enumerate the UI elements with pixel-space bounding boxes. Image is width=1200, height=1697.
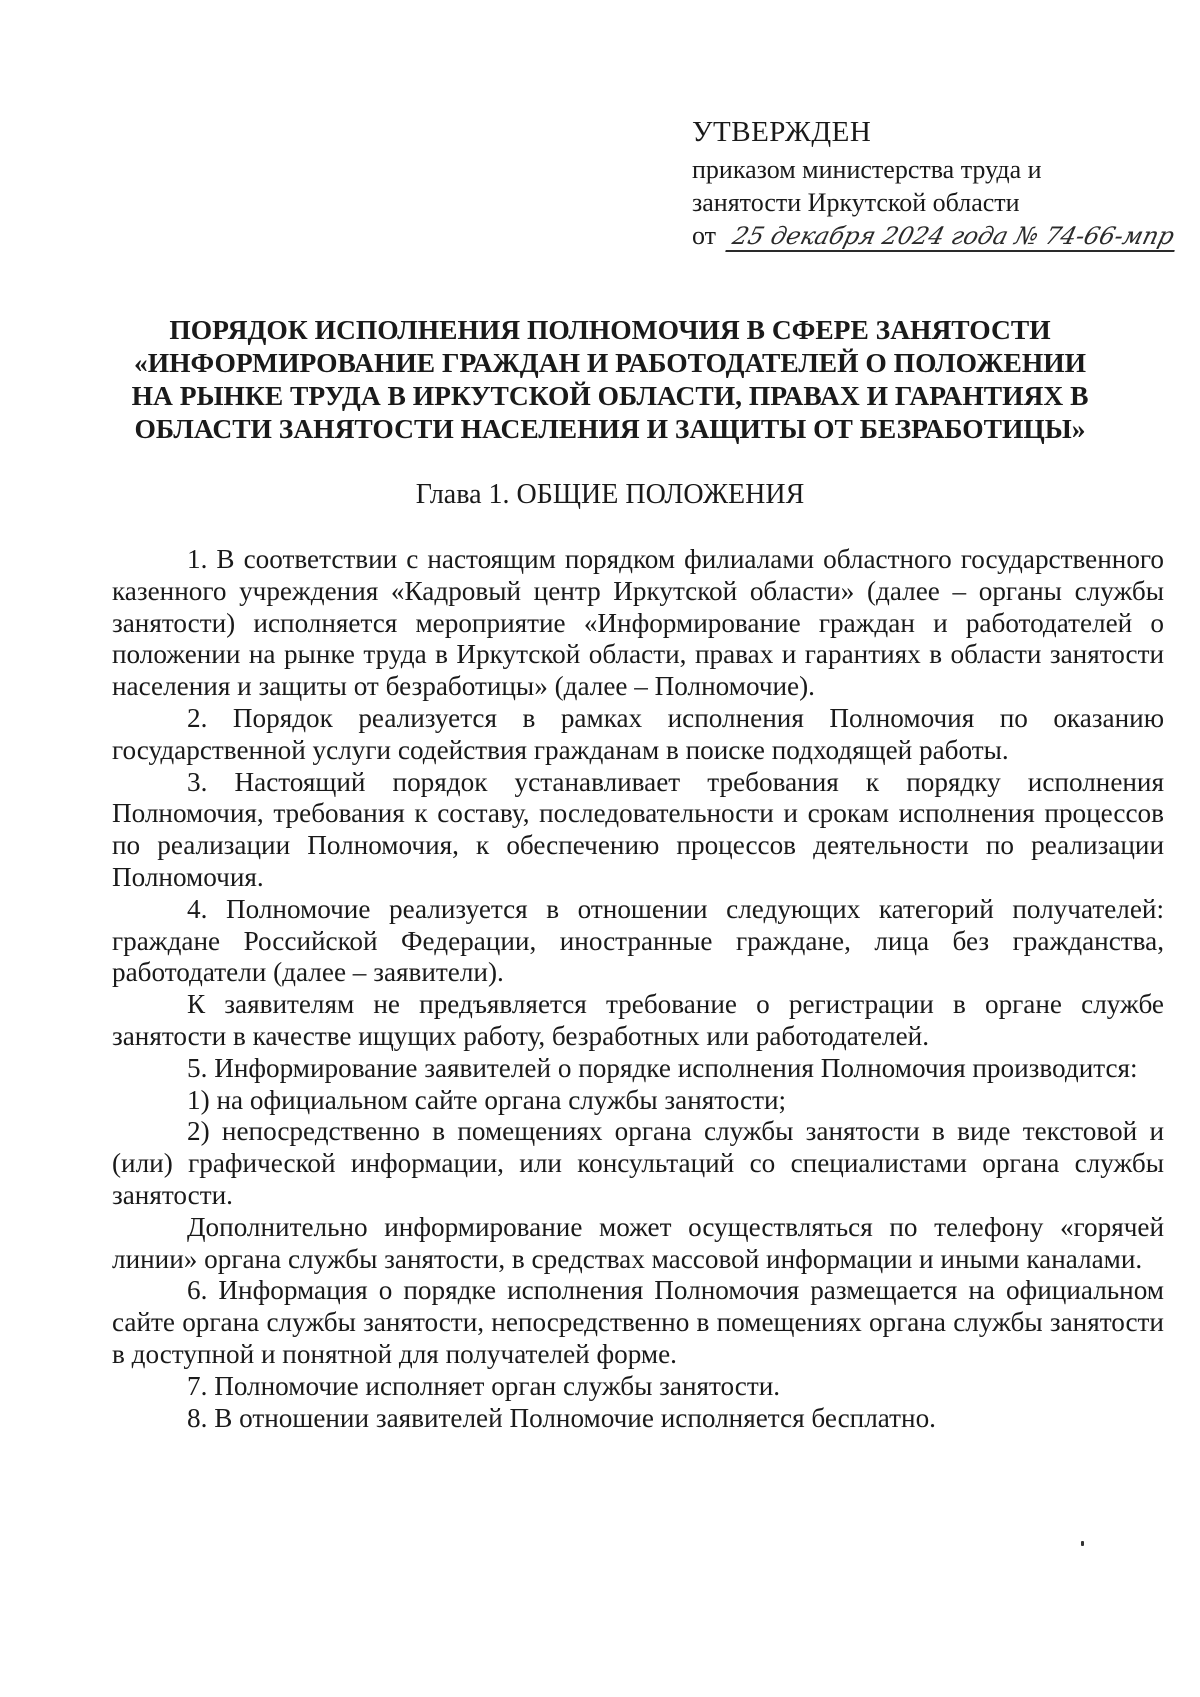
approval-date-prefix: от <box>692 221 717 250</box>
title-line-1: ПОРЯДОК ИСПОЛНЕНИЯ ПОЛНОМОЧИЯ В СФЕРЕ ЗАНЯТОСТИ <box>169 314 1051 345</box>
approval-heading: УТВЕРЖДЕН <box>692 116 872 148</box>
paragraph-2: 2. Порядок реализуется в рамках исполнения Полномочия по оказанию государственной услуги содействия гражданам в поиске подходящей работы. <box>112 702 1164 765</box>
paragraph-6: 6. Информация о порядке исполнения Полномочия размещается на официальном сайте органа службы занятости, непосредственно в помещениях органа службы занятости в доступной и понятной для получателей форме. <box>112 1275 1164 1369</box>
chapter-heading: Глава 1. ОБЩИЕ ПОЛОЖЕНИЯ <box>415 479 805 510</box>
document-title <box>110 313 1110 445</box>
approval-block <box>692 116 1177 252</box>
paragraph-5-additional: Дополнительно информирование может осуществляться по телефону «горячей линии» органа службы занятости, в средствах массовой информации и иными каналами. <box>112 1211 1164 1274</box>
paragraph-4-note: К заявителям не предъявляется требование о регистрации в органе службе занятости в качестве ищущих работу, безработных или работодателей. <box>112 989 1164 1051</box>
paragraph-1: 1. В соответствии с настоящим порядком филиалами областного государственного казенного учреждения «Кадровый центр Иркутской области» (далее – органы службы занятости) исполняется мероприятие «Информирование граждан и работодателей о положении на рынке труда в Иркутской области, правах и гарантиях в области занятости населения и защиты от безработицы» (далее – Полномочие). <box>112 544 1164 702</box>
document-body <box>112 544 1164 1434</box>
title-line-2: «ИНФОРМИРОВАНИЕ ГРАЖДАН И РАБОТОДАТЕЛЕЙ О ПОЛОЖЕНИИ <box>133 347 1086 378</box>
paragraph-7: 7. Полномочие исполняет орган службы занятости. <box>187 1370 781 1401</box>
approval-line-1: приказом министерства труда и <box>692 155 1042 184</box>
scan-speck <box>1081 1541 1084 1546</box>
paragraph-8: 8. В отношении заявителей Полномочие исполняется бесплатно. <box>187 1402 936 1433</box>
title-line-4: ОБЛАСТИ ЗАНЯТОСТИ НАСЕЛЕНИЯ И ЗАЩИТЫ ОТ БЕЗРАБОТИЦЫ» <box>134 413 1086 444</box>
approval-line-2: занятости Иркутской области <box>692 188 1020 217</box>
paragraph-5-item-1: 1) на официальном сайте органа службы занятости; <box>187 1084 787 1115</box>
paragraph-4: 4. Полномочие реализуется в отношении следующих категорий получателей: граждане Российской Федерации, иностранные граждане, лица без гражданства, работодатели (далее – заявители). <box>112 893 1164 988</box>
paragraph-5: 5. Информирование заявителей о порядке исполнения Полномочия производится: <box>187 1052 1138 1083</box>
handwritten-date-and-number: 25 декабря 2024 года № 74-66-мпр <box>725 222 1181 252</box>
title-line-3: НА РЫНКЕ ТРУДА В ИРКУТСКОЙ ОБЛАСТИ, ПРАВАХ И ГАРАНТИЯХ В <box>131 380 1089 411</box>
paragraph-5-item-2: 2) непосредственно в помещениях органа службы занятости в виде текстовой и (или) графической информации, или консультаций со специалистами органа службы занятости. <box>112 1116 1164 1210</box>
paragraph-3: 3. Настоящий порядок устанавливает требования к порядку исполнения Полномочия, требования к составу, последовательности и срокам исполнения процессов по реализации Полномочия, к обеспечению процессов деятельности по реализации Полномочия. <box>112 766 1164 892</box>
approval-date-line <box>692 219 1177 252</box>
